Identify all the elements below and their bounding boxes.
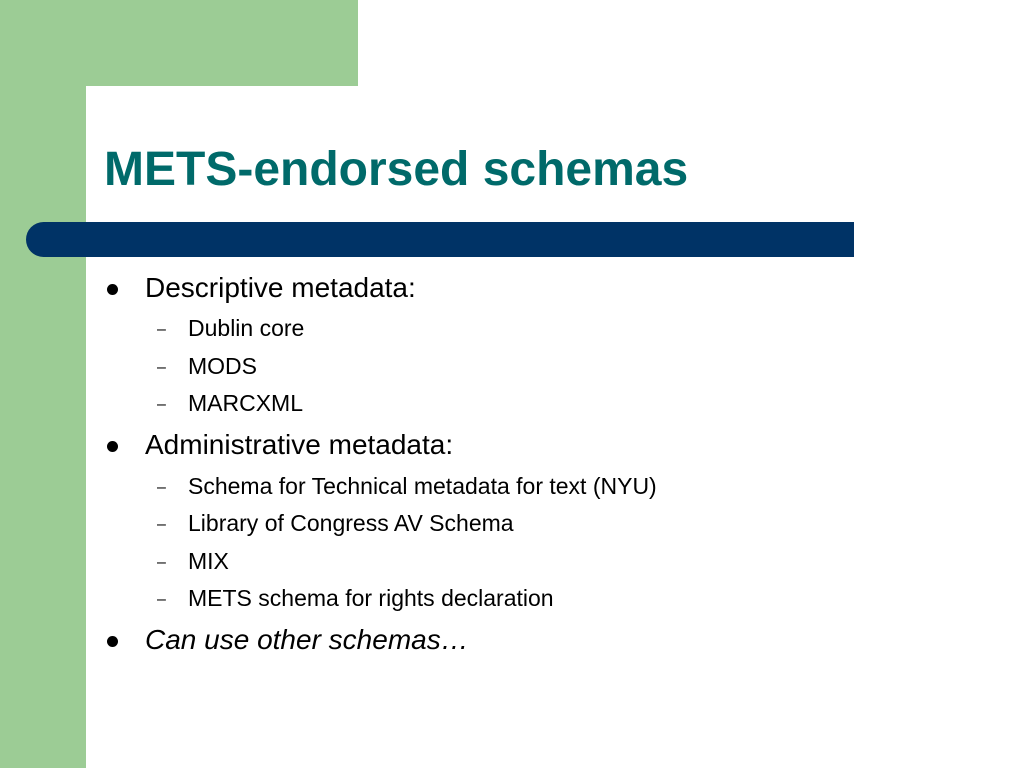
subitem-mix: MIX <box>188 548 229 574</box>
subitem-loc-av-schema: Library of Congress AV Schema <box>188 510 514 536</box>
dash-icon: – <box>157 479 166 496</box>
bullet-item-descriptive: Descriptive metadata: <box>145 272 416 303</box>
dash-icon: – <box>157 591 166 608</box>
subitem-marcxml: MARCXML <box>188 390 304 416</box>
dash-icon: – <box>157 321 166 338</box>
bullet-dot-icon <box>107 636 118 647</box>
bullet-dot-icon <box>107 284 118 295</box>
dash-icon: – <box>157 516 166 533</box>
dash-icon: – <box>157 396 166 413</box>
bullet-dot-icon <box>107 441 118 452</box>
dash-icon: – <box>157 359 166 376</box>
dash-icon: – <box>157 554 166 571</box>
subitem-technical-metadata: Schema for Technical metadata for text (NYU) <box>188 473 657 499</box>
subitem-mods: MODS <box>188 353 257 379</box>
subitem-rights-declaration: METS schema for rights declaration <box>188 585 554 611</box>
subitem-dublin-core: Dublin core <box>188 315 305 341</box>
slide-title: METS-endorsed schemas <box>104 143 689 196</box>
bullet-item-other-schemas: Can use other schemas… <box>145 624 469 655</box>
bullet-item-administrative: Administrative metadata: <box>145 429 454 460</box>
